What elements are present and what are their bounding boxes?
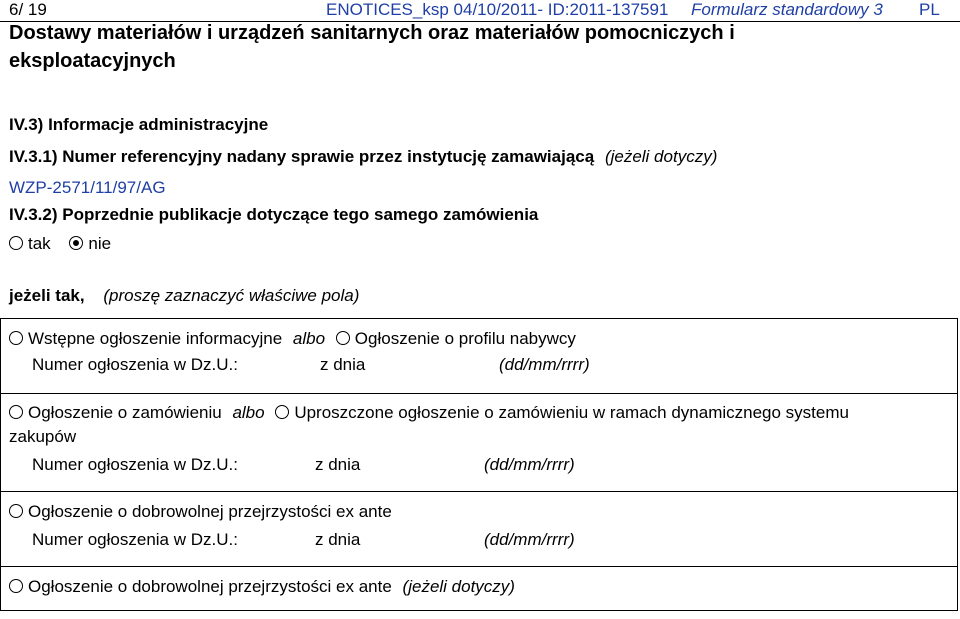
- box1-date-label: z dnia: [320, 355, 366, 374]
- box3-number-label: Numer ogłoszenia w Dz.U.:: [32, 530, 238, 549]
- radio-unchecked-icon[interactable]: [9, 236, 23, 250]
- form-name: Formularz standardowy 3: [691, 0, 883, 19]
- option-prior-info-notice[interactable]: Wstępne ogłoszenie informacyjne: [9, 329, 282, 348]
- language: PL: [919, 0, 940, 19]
- option-ex-ante-notice[interactable]: Ogłoszenie o dobrowolnej przejrzystości ex ante: [9, 502, 392, 521]
- if-yes-label: jeżeli tak,: [9, 286, 85, 305]
- radio-unchecked-icon[interactable]: [9, 331, 23, 345]
- box1-date-format: (dd/mm/rrrr): [499, 355, 590, 374]
- radio-checked-icon[interactable]: [69, 236, 83, 250]
- box1-number-label: Numer ogłoszenia w Dz.U.:: [32, 355, 238, 374]
- previous-publications-label: IV.3.2) Poprzednie publikacje dotyczące tego samego zamówienia: [9, 205, 539, 224]
- box2-date-format: (dd/mm/rrrr): [484, 455, 575, 474]
- reference-number-label: IV.3.1) Numer referencyjny nadany sprawie przez instytucję zamawiającą: [9, 147, 595, 166]
- or-label: albo: [292, 329, 326, 348]
- box1-options-row: [9, 329, 576, 349]
- section-heading: IV.3) Informacje administracyjne: [9, 115, 269, 134]
- option-ex-ante-notice-if-applicable[interactable]: Ogłoszenie o dobrowolnej przejrzystości ex ante: [9, 577, 392, 596]
- radio-unchecked-icon[interactable]: [336, 331, 350, 345]
- box2-option-continuation: zakupów: [9, 427, 77, 446]
- option-simplified-contract-notice[interactable]: Uproszczone ogłoszenie o zamówieniu w ramach dynamicznego systemu: [275, 403, 849, 422]
- box2-number-label: Numer ogłoszenia w Dz.U.:: [32, 455, 238, 474]
- box2-date-label: z dnia: [315, 455, 361, 474]
- reference-number-hint: (jeżeli dotyczy): [604, 147, 718, 166]
- or-label: albo: [232, 403, 265, 422]
- box4-option-row: [9, 577, 515, 597]
- box4-hint: (jeżeli dotyczy): [402, 577, 515, 596]
- radio-unchecked-icon[interactable]: [9, 405, 23, 419]
- notice-id: ENOTICES_ksp 04/10/2011- ID:2011-137591: [326, 0, 669, 19]
- page-number: 6/ 19: [9, 0, 47, 19]
- document-title-line1: Dostawy materiałów i urządzeń sanitarnych oraz materiałów pomocniczych i: [9, 22, 735, 44]
- document-title-line2: eksploatacyjnych: [9, 50, 176, 72]
- radio-unchecked-icon[interactable]: [9, 504, 23, 518]
- box3-option-row: [9, 502, 392, 522]
- option-nie[interactable]: nie: [69, 234, 111, 253]
- reference-number-row: [9, 147, 717, 167]
- radio-unchecked-icon[interactable]: [275, 405, 289, 419]
- if-yes-hint: (proszę zaznaczyć właściwe pola): [103, 286, 360, 305]
- option-tak[interactable]: tak: [9, 234, 51, 253]
- radio-unchecked-icon[interactable]: [9, 579, 23, 593]
- if-yes-row: [9, 286, 359, 306]
- box3-date-label: z dnia: [315, 530, 361, 549]
- option-contract-notice[interactable]: Ogłoszenie o zamówieniu: [9, 403, 222, 422]
- box2-options-row: [9, 403, 849, 423]
- previous-publications-options: [9, 234, 111, 254]
- option-buyer-profile-notice[interactable]: Ogłoszenie o profilu nabywcy: [336, 329, 576, 348]
- reference-number-value: WZP-2571/11/97/AG: [9, 178, 166, 197]
- box3-date-format: (dd/mm/rrrr): [484, 530, 575, 549]
